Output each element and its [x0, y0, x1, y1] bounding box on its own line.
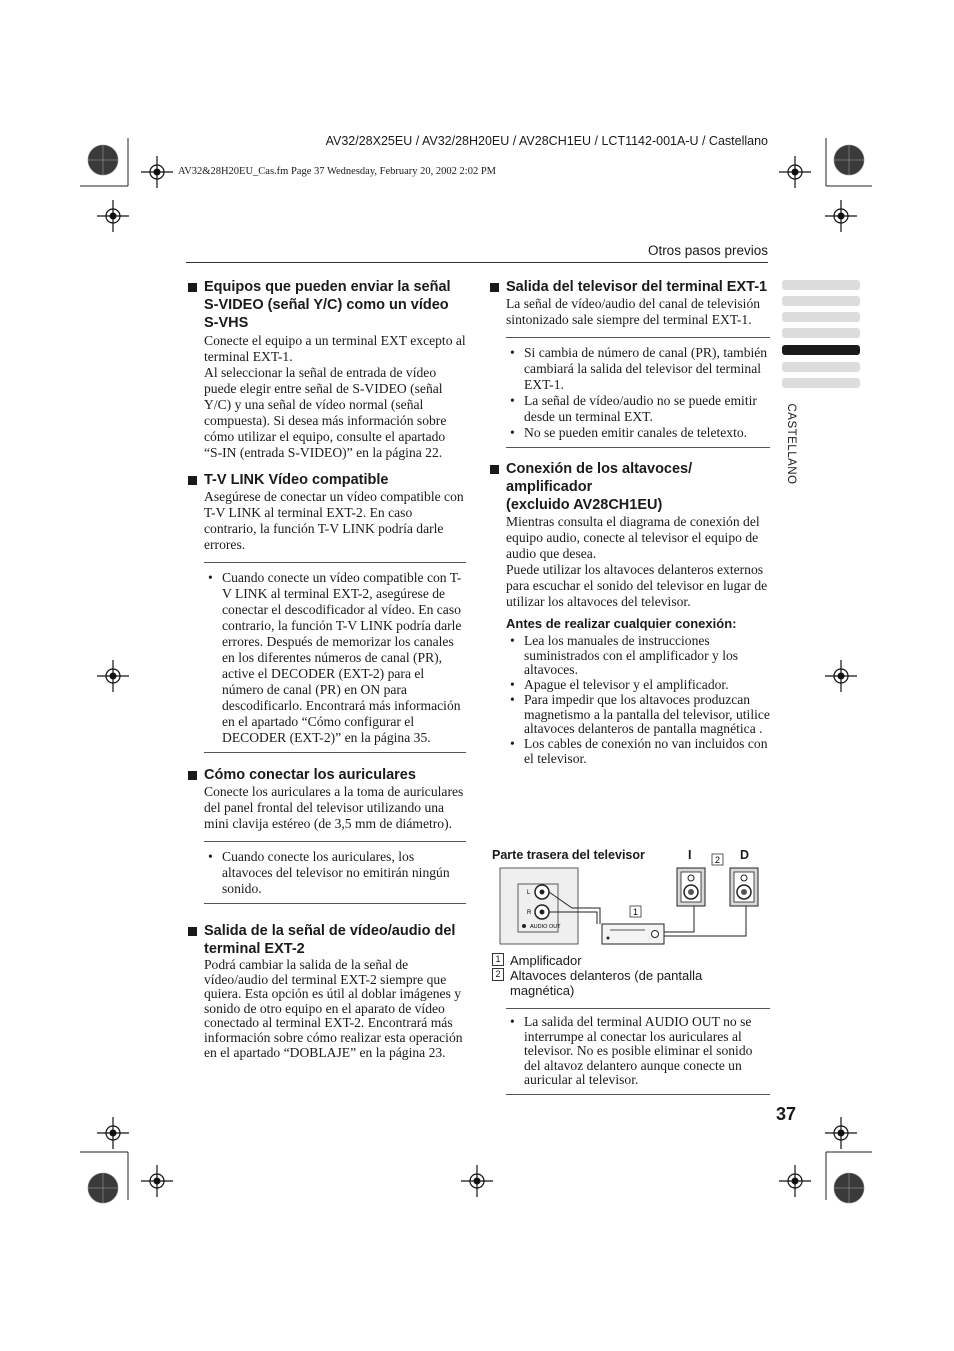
side-tab-6 — [782, 362, 860, 372]
diagram-caption: Parte trasera del televisor — [492, 848, 645, 862]
callout-1: 1 — [632, 907, 639, 917]
bullet-list — [488, 634, 770, 766]
header-model-line: AV32/28X25EU / AV32/28H20EU / AV28CH1EU / LCT1142-001A-U / Castellano — [325, 134, 768, 148]
side-tab-3 — [782, 312, 860, 322]
note-item: • No se pueden emitir canales de teletexto. — [506, 425, 770, 441]
bullet-item: • Los cables de conexión no van incluidos con el televisor. — [506, 737, 770, 766]
paragraph: Puede utilizar los altavoces delanteros externos para escuchar el sonido del televisor en lugar de utilizar los altavoces del televisor. — [506, 562, 768, 609]
side-tab-active — [782, 345, 860, 355]
legend-item: 2 Altavoces delanteros (de pantalla magnética) — [492, 968, 768, 998]
paragraph: Podrá cambiar la salida de la señal de vídeo/audio del terminal EXT-2 siempre que quiera. Esta opción es útil al doblar imágenes y sonido de otro equipo en el aparato de vídeo conectado al terminal EXT-2. Encontrará más información sobre cómo realizar esta operación en el apartado “DOBLAJE” en la página 23. — [204, 957, 463, 1060]
note-box — [204, 841, 466, 904]
heading-tv-link: T-V LINK Vídeo compatible — [186, 471, 466, 489]
speaker-left-label: I — [688, 848, 692, 862]
section-title: Otros pasos previos — [647, 243, 768, 258]
note-box — [204, 562, 466, 753]
side-language-label: CASTELLANO — [785, 403, 797, 485]
heading-speakers: Conexión de los altavoces/ amplificador (excluido AV28CH1EU) — [488, 460, 770, 514]
subheading: Antes de realizar cualquier conexión: — [506, 616, 737, 631]
bullet-item: • Para impedir que los altavoces produzcan magnetismo a la pantalla del televisor, utilice altavoces delanteros de pantalla magnética . — [506, 693, 770, 737]
note-box — [506, 337, 770, 448]
heading-s-video: Equipos que pueden enviar la señal S-VIDEO (señal Y/C) como un vídeo S-VHS — [186, 278, 466, 332]
jack-r-label: R — [527, 910, 532, 916]
diagram-legend — [492, 953, 768, 998]
note-item: • La salida del terminal AUDIO OUT no se interrumpe al conectar los auriculares al televisor. No es posible eliminar el sonido del altavoz delantero aunque conecte un auricular al televisor. — [506, 1015, 770, 1088]
side-tab-2 — [782, 296, 860, 306]
bullet-item: • Apague el televisor y el amplificador. — [506, 678, 770, 693]
callout-2: 2 — [714, 855, 721, 865]
heading-ext1-output: Salida del televisor del terminal EXT-1 — [488, 278, 770, 296]
legend-item: 1 Amplificador — [492, 953, 768, 968]
speaker-right-label: D — [740, 848, 750, 862]
side-tab-1 — [782, 280, 860, 290]
paragraph: La señal de vídeo/audio del canal de televisión sintonizado sale siempre del terminal EXT-1. — [506, 296, 761, 327]
side-tab-4 — [782, 328, 860, 338]
paragraph: Mientras consulta el diagrama de conexión del equipo audio, conecte al televisor el equipo de audio que desea. — [506, 514, 760, 561]
heading-ext2-output: Salida de la señal de vídeo/audio del terminal EXT-2 — [186, 922, 466, 958]
audio-out-label: AUDIO OUT — [530, 924, 561, 930]
paragraph: Asegúrese de conectar un vídeo compatible con T-V LINK al terminal EXT-2. En caso contrario, la función T-V LINK podría darle errores. — [204, 489, 464, 552]
file-info: AV32&28H20EU_Cas.fm Page 37 Wednesday, February 20, 2002 2:02 PM — [178, 166, 497, 177]
note-box — [506, 1008, 770, 1095]
note-item: • La señal de vídeo/audio no se puede emitir desde un terminal EXT. — [506, 393, 770, 425]
paragraph: Conecte los auriculares a la toma de auriculares del panel frontal del televisor utilizando una mini clavija estéreo (de 3,5 mm de diámetro). — [204, 784, 464, 831]
jack-l-label: L — [527, 890, 531, 896]
bullet-item: • Lea los manuales de instrucciones suministrados con el amplificador y los altavoces. — [506, 634, 770, 678]
paragraph: Conecte el equipo a un terminal EXT excepto al terminal EXT-1. — [204, 333, 466, 364]
note-item: • Cuando conecte un vídeo compatible con T-V LINK al terminal EXT-2, asegúrese de conectar el descodificador al vídeo. En caso contrario, la función T-V LINK podría darle errores. Después de memorizar los canales en los diferentes números de canal (PR), active el DECODER (EXT-2) para el número de canal (PR) en ON para descodificarlo. Encontrará más información en el apartado “Cómo configurar el DECODER (EXT-2)” en la página 35. — [204, 570, 466, 746]
final-note-container — [488, 1008, 770, 1095]
side-tab-7 — [782, 378, 860, 388]
right-column — [488, 278, 770, 766]
left-column — [186, 278, 466, 1060]
note-item: • Si cambia de número de canal (PR), también cambiará la salida del televisor del terminal EXT-1. — [506, 345, 770, 393]
page-number: 37 — [775, 1104, 796, 1124]
note-item: • Cuando conecte los auriculares, los altavoces del televisor no emitirán ningún sonido. — [204, 849, 466, 897]
connection-diagram — [490, 848, 770, 948]
heading-auriculares: Cómo conectar los auriculares — [186, 766, 466, 784]
paragraph: Al seleccionar la señal de entrada de vídeo puede elegir entre señal de S-VIDEO (señal Y/C) y una señal de vídeo normal (señal compuesta). Si desea más información sobre cómo utilizar el equipo, consulte el apartado “S-IN (entrada S-VIDEO)” en la página 22. — [204, 365, 447, 460]
